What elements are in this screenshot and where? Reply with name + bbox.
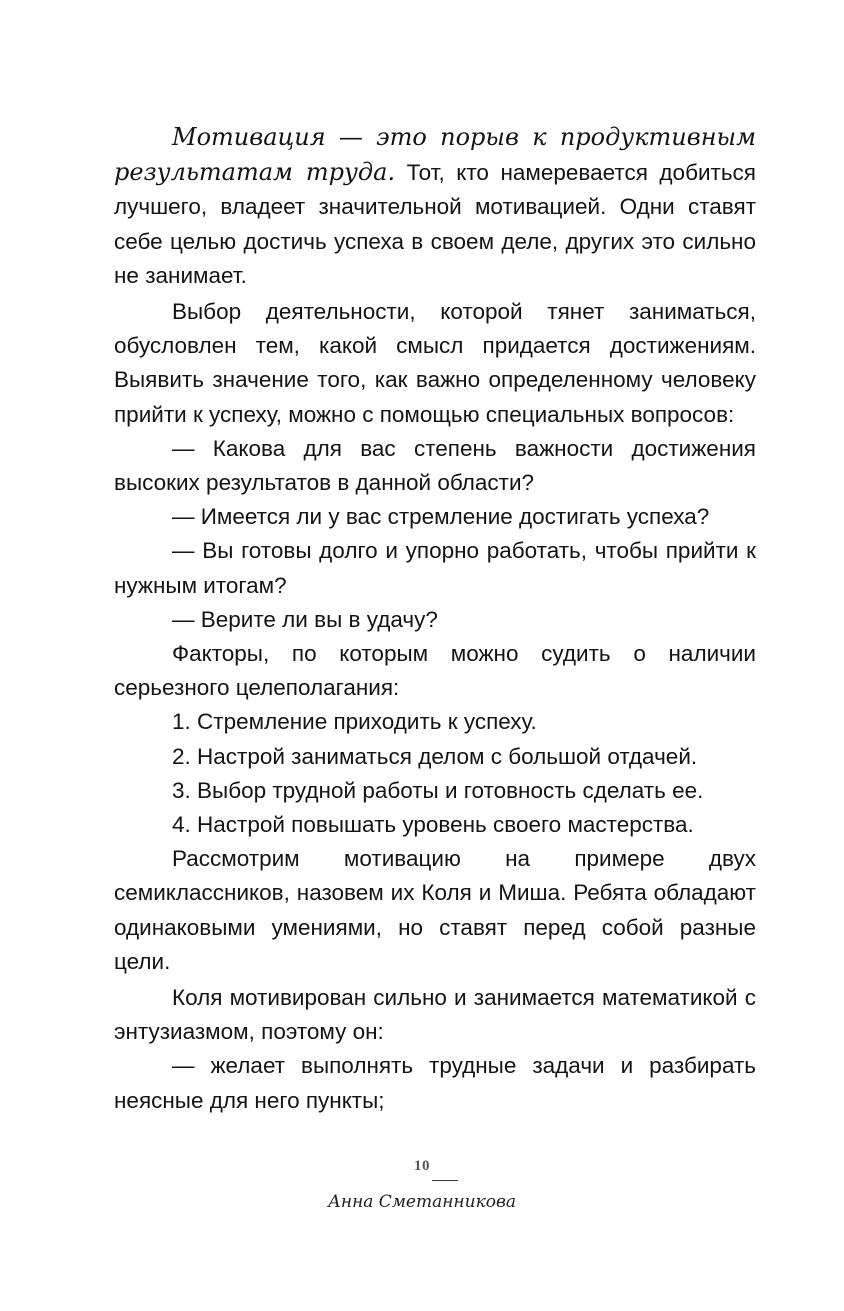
- question-luck: — Верите ли вы в удачу?: [172, 606, 438, 632]
- paragraph-kolya: Коля мотивирован сильно и занимается математикой с энтузиазмом, поэтому он:: [114, 985, 756, 1045]
- running-footer-author: Анна Сметанникова: [328, 1192, 516, 1212]
- question-desire: — Имеется ли у вас стремление достигать успеха?: [172, 504, 710, 530]
- paragraph-activity-choice: Выбор деятельности, которой тянет заниматься, обусловлен тем, какой смысл придается достижениям. Выявить значение того, как важно определенному человеку прийти к успеху, можно с помощью специальных вопросов:: [114, 299, 756, 427]
- intro-paragraph: [114, 120, 756, 293]
- page-number-rule: [432, 1180, 458, 1181]
- factor-list-item: 2. Настрой заниматься делом с большой отдачей.: [172, 743, 698, 769]
- question-readiness: — Вы готовы долго и упорно работать, чтобы прийти к нужным итогам?: [114, 538, 756, 598]
- intro-italic-definition: Мотивация — это порыв к продуктивным результатам труда.: [114, 123, 756, 187]
- factor-list-item: 1. Стремление приходить к успеху.: [172, 709, 537, 735]
- factor-list-item: 4. Настрой повышать уровень своего мастерства.: [172, 812, 694, 838]
- paragraph-factors-intro: Факторы, по которым можно судить о наличии серьезного целеполагания:: [114, 641, 756, 701]
- intro-paragraph-rest: Тот, кто намеревается добиться лучшего, владеет значительной мотивацией. Одни ставят себе целью достичь успеха в своем деле, других это сильно не занимает.: [114, 160, 756, 288]
- factor-list-item: 3. Выбор трудной работы и готовность сделать ее.: [172, 777, 704, 803]
- question-importance: — Какова для вас степень важности достижения высоких результатов в данной области?: [114, 435, 756, 496]
- paragraph-example: Рассмотрим мотивацию на примере двух семиклассников, назовем их Коля и Миша. Ребята обладают одинаковыми умениями, но ставят перед собой разные цели.: [114, 846, 756, 974]
- page-number: 10: [414, 1158, 430, 1174]
- kolya-trait-item: — желает выполнять трудные задачи и разбирать неясные для него пункты;: [114, 1053, 756, 1113]
- page-body-text: [114, 120, 756, 1118]
